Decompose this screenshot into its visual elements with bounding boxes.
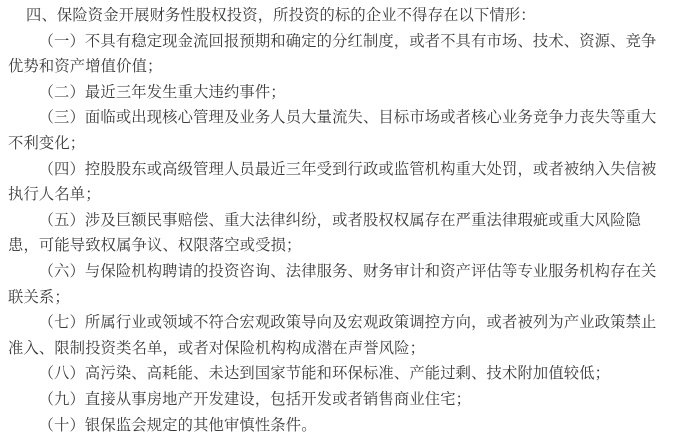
list-item-3: （三）面临或出现核心管理及业务人员大量流失、目标市场或者核心业务竞争力丧失等重大不利变化； (8, 105, 670, 156)
list-item-9: （九）直接从事房地产开发建设，包括开发或者销售商业住宅； (8, 387, 670, 413)
list-item-6: （六）与保险机构聘请的投资咨询、法律服务、财务审计和资产评估等专业服务机构存在关联关系； (8, 259, 670, 310)
section-heading: 四、保险资金开展财务性股权投资，所投资的标的企业不得存在以下情形： (8, 3, 670, 29)
list-item-5: （五）涉及巨额民事赔偿、重大法律纠纷，或者股权权属存在严重法律瑕疵或重大风险隐患，可能导致权属争议、权限落空或受损； (8, 208, 670, 259)
list-item-4: （四）控股股东或高级管理人员最近三年受到行政或监管机构重大处罚，或者被纳入失信被执行人名单； (8, 157, 670, 208)
list-item-1: （一）不具有稳定现金流回报预期和确定的分红制度，或者不具有市场、技术、资源、竞争优势和资产增值价值； (8, 29, 670, 80)
list-item-7: （七）所属行业或领域不符合宏观政策导向及宏观政策调控方向，或者被列为产业政策禁止准入、限制投资类名单，或者对保险机构构成潜在声誉风险； (8, 310, 670, 361)
list-item-10: （十）银保监会规定的其他审慎性条件。 (8, 413, 670, 438)
list-item-2: （二）最近三年发生重大违约事件； (8, 80, 670, 106)
list-item-8: （八）高污染、高耗能、未达到国家节能和环保标准、产能过剩、技术附加值较低； (8, 361, 670, 387)
